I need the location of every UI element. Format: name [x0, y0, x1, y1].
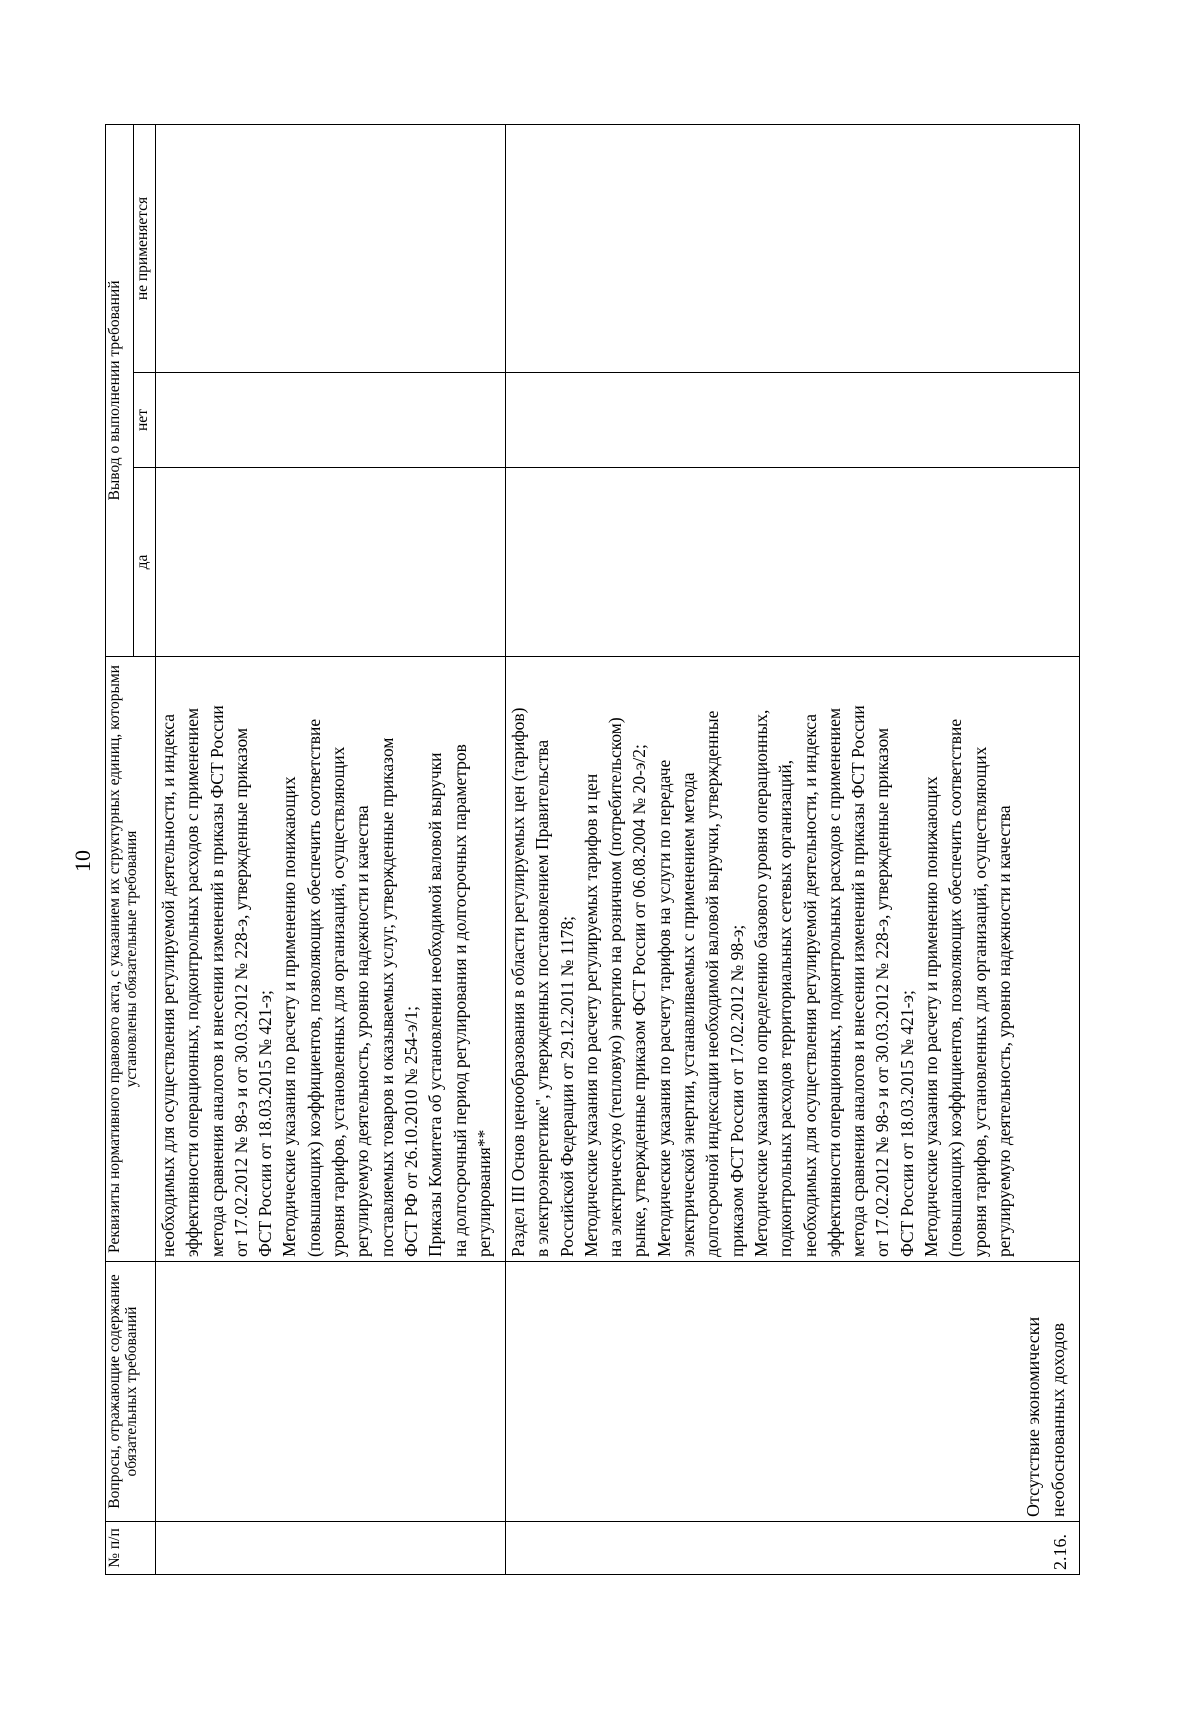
requisite-line: Методические указания по расчету тарифов на услуги по передаче: [653, 759, 674, 1257]
requisite-line: ФСТ РФ от 26.10.2010 № 254-э/1;: [400, 1006, 421, 1257]
requisite-line: рынке, утвержденные приказом ФСТ России от 06.08.2004 № 20-э/2;: [629, 744, 650, 1257]
requisite-line: уровня тарифов, установленных для организаций, осуществляющих: [328, 746, 349, 1257]
requisite-line: (повышающих) коэффициентов, позволяющих обеспечить соответствие: [303, 718, 324, 1257]
requisite-line: приказом ФСТ России от 17.02.2012 № 98-э;: [726, 924, 747, 1257]
requisite-line: ФСТ России от 18.03.2015 № 421-э;: [255, 990, 276, 1257]
header-question: Вопросы, отражающие содержание обязательных требований: [106, 1262, 156, 1522]
cell-no: [156, 373, 506, 468]
requirements-table: [105, 124, 1080, 1575]
requisite-line: Методические указания по определению базового уровня операционных,: [750, 709, 771, 1257]
table-row: [506, 124, 1080, 1574]
cell-no: [506, 373, 1080, 468]
header-na: не применяется: [134, 124, 156, 372]
requisite-line: Методические указания по расчету регулируемых тарифов и цен: [580, 773, 601, 1257]
requisite-line: Методические указания по расчету и применению понижающих: [279, 776, 300, 1257]
requisite-line: электрической энергии, устанавливаемых с применением метода: [678, 772, 699, 1257]
header-requisites: Реквизиты нормативного правового акта, с указанием их структурных единиц, которыми установлены обязательные требования: [106, 657, 156, 1262]
requisite-line: эффективности операционных, подконтрольных расходов с применением: [823, 707, 844, 1257]
row-requisites: [506, 657, 1080, 1262]
requisite-line: необходимых для осуществления регулируемой деятельности, и индекса: [158, 713, 178, 1257]
requirements-table-container: [105, 125, 1080, 1575]
requisite-line: регулирования**: [473, 1129, 494, 1257]
requisite-line: в электроэнергетике", утвержденных постановлением Правительства: [532, 739, 553, 1257]
row-number: 2.16.: [506, 1522, 1080, 1575]
row-question: [156, 1262, 506, 1522]
requisite-line: от 17.02.2012 № 98-э и от 30.03.2012 № 228-э, утвержденные приказом: [230, 727, 251, 1257]
requisite-line: уровня тарифов, установленных для организаций, осуществляющих: [969, 746, 990, 1257]
cell-na: [156, 124, 506, 372]
requisite-line: ФСТ России от 18.03.2015 № 421-э;: [896, 990, 917, 1257]
header-yes: да: [134, 468, 156, 657]
requisite-line: подконтрольных расходов территориальных сетевых организаций,: [775, 759, 796, 1257]
row-number: [156, 1522, 506, 1575]
cell-na: [506, 124, 1080, 372]
requisite-line: Приказы Комитета об установлении необходимой валовой выручки: [425, 752, 446, 1257]
table-row: [156, 124, 506, 1574]
requisite-line: на электрическую (тепловую) энергию на розничном (потребительском): [605, 717, 626, 1257]
cell-yes: [156, 468, 506, 657]
requisite-line: поставляемых товаров и оказываемых услуг, утвержденные приказом: [376, 737, 397, 1257]
requisite-line: метода сравнения аналогов и внесении изменений в приказы ФСТ России: [206, 705, 227, 1257]
requisite-line: Раздел III Основ ценообразования в области регулируемых цен (тарифов): [508, 707, 528, 1257]
requisite-line: (повышающих) коэффициентов, позволяющих обеспечить соответствие: [945, 718, 966, 1257]
cell-yes: [506, 468, 1080, 657]
requisite-line: Методические указания по расчету и применению понижающих: [921, 776, 942, 1257]
header-row: [106, 124, 134, 1574]
requisite-line: необходимых для осуществления регулируемой деятельности, и индекса: [799, 713, 820, 1257]
header-num: № п/п: [106, 1522, 156, 1575]
header-no: нет: [134, 373, 156, 468]
page-number: 10: [70, 850, 95, 872]
requisite-line: метода сравнения аналогов и внесении изменений в приказы ФСТ России: [848, 705, 869, 1257]
requisite-line: Российской Федерации от 29.12.2011 № 1178;: [556, 916, 577, 1257]
requisite-line: на долгосрочный период регулирования и долгосрочных параметров: [449, 744, 470, 1257]
requisite-line: долгосрочной индексации необходимой валовой выручки, утвержденные: [702, 710, 723, 1257]
header-conclusion: Вывод о выполнении требований: [106, 124, 134, 656]
row-requisites: [156, 657, 506, 1262]
requisite-line: регулируемую деятельность, уровню надежности и качества: [352, 805, 373, 1257]
row-question: Отсутствие экономически необоснованных доходов: [506, 1262, 1080, 1522]
requisite-line: регулируемую деятельность, уровню надежности и качества: [993, 805, 1014, 1257]
requisite-line: эффективности операционных, подконтрольных расходов с применением: [182, 707, 203, 1257]
requisite-line: от 17.02.2012 № 98-э и от 30.03.2012 № 228-э, утвержденные приказом: [872, 727, 893, 1257]
